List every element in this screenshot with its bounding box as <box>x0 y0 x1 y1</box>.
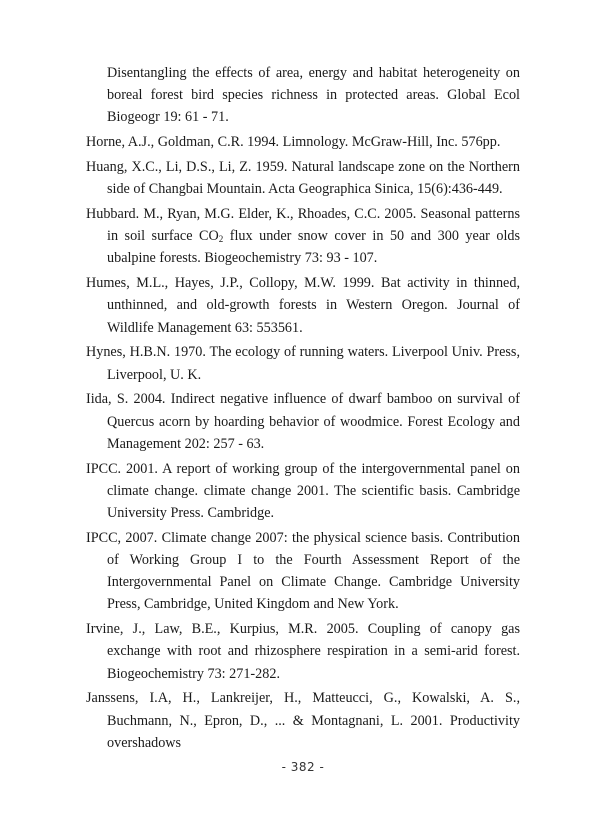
reference-entry-janssens: Janssens, I.A, H., Lankreijer, H., Matteucci, G., Kowalski, A. S., Buchmann, N., Epron, D., ... & Montagnani, L. 2001. Productivity overshadows <box>86 690 520 751</box>
reference-text: Hubbard. M., Ryan, M.G. Elder, K., Rhoades, C.C. 2005. Seasonal patterns in soil surface CO <box>86 206 520 245</box>
reference-entry-ipcc-2007: IPCC, 2007. Climate change 2007: the physical science basis. Contribution of Working Group I to the Fourth Assessment Report of the Intergovernmental Panel on Climate Change. Cambridge University Press, Cambridge, United Kingdom and New York. <box>86 529 520 613</box>
reference-entry-iida: Iida, S. 2004. Indirect negative influence of dwarf bamboo on survival of Quercus acorn by hoarding behavior of woodmice. Forest Ecology and Management 202: 257 - 63. <box>86 391 520 452</box>
reference-entry-irvine: Irvine, J., Law, B.E., Kurpius, M.R. 2005. Coupling of canopy gas exchange with root and rhizosphere respiration in a semi-arid forest. Biogeochemistry 73: 271-282. <box>86 621 520 682</box>
reference-entry-horne: Horne, A.J., Goldman, C.R. 1994. Limnology. McGraw-Hill, Inc. 576pp. <box>86 134 501 151</box>
reference-entry-huang: Huang, X.C., Li, D.S., Li, Z. 1959. Natural landscape zone on the Northern side of Changbai Mountain. Acta Geographica Sinica, 15(6):436-449. <box>86 159 520 198</box>
reference-entry-ipcc-2001: IPCC. 2001. A report of working group of the intergovernmental panel on climate change. climate change 2001. The scientific basis. Cambridge University Press. Cambridge. <box>86 460 520 522</box>
reference-list <box>86 62 520 757</box>
reference-entry-hynes: Hynes, H.B.N. 1970. The ecology of running waters. Liverpool Univ. Press, Liverpool, U. K. <box>86 344 520 383</box>
reference-text: flux under snow cover in 50 and 300 year olds ubalpine forests. Biogeochemistry 73: 93 - 107. <box>107 228 520 267</box>
reference-entry-hubbard <box>86 203 520 270</box>
subscript: 2 <box>218 234 224 245</box>
page-number: - 382 - <box>281 760 325 774</box>
reference-entry-continued: Disentangling the effects of area, energy and habitat heterogeneity on boreal forest bird species richness in protected areas. Global Ecol Biogeogr 19: 61 - 71. <box>107 65 520 126</box>
reference-entry-humes: Humes, M.L., Hayes, J.P., Collopy, M.W. 1999. Bat activity in thinned, unthinned, and old-growth forests in Western Oregon. Journal of Wildlife Management 63: 553561. <box>86 275 520 336</box>
